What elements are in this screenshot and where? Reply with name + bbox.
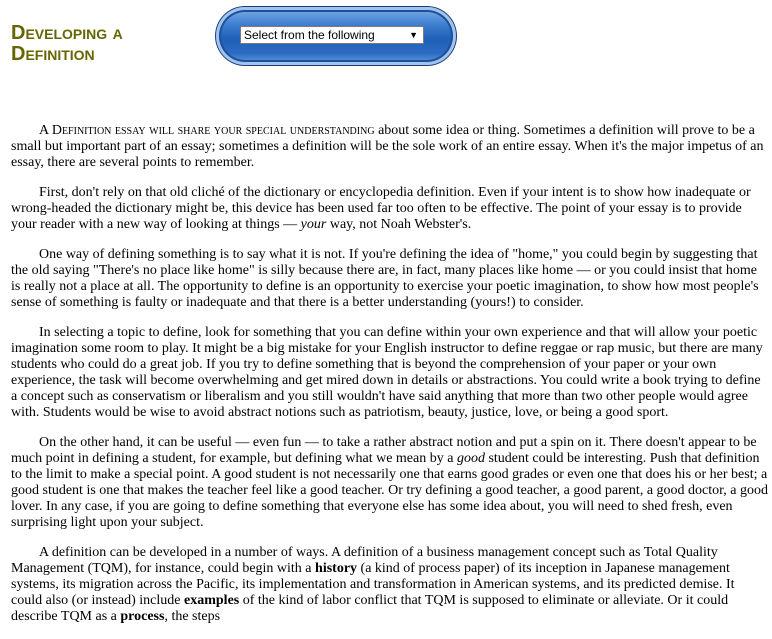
emphasis-text: good [456, 451, 485, 466]
paragraph-text: of the kind of labor conflict that TQM is supposed to eliminate or alleviate. Or it could describe TQM as a [11, 593, 729, 624]
paragraph-text: First, don't rely on that old cliché of the dictionary or encyclopedia definition. Even if your intent is to show how inadequate or wrong-headed the dictionary might be, this device has been used far too often to be effective. The point of your essay is to provide your reader with a new way of looking at things — [11, 185, 751, 232]
page-title-line-1: Developing a [11, 22, 123, 44]
dropdown-arrow-icon: ▼ [409, 30, 418, 40]
paragraph-text: A definition can be developed in a number of ways. A definition of a business management concept such as Total Quality Management (TQM), for instance, could begin with a [11, 545, 718, 576]
bold-term: examples [184, 593, 240, 608]
article-body [11, 123, 768, 639]
paragraph-what-it-is-not: One way of defining something is to say what it is not. If you're defining the idea of "home," you could begin by suggesting that the old saying "There's no place like home" is silly because there are, in fact, many places like home — or you could insist that home is really not a place at all. The opportunity to define is an opportunity to exercise your poetic imagination, to show how most people's sense of something is faulty or inadequate and that there is a better understanding (yours!) to consider. [11, 247, 759, 310]
paragraph-text: (a kind of process paper) of its inception in Japanese management systems, its migration across the Pacific, its implementation and transformation in American systems, and its predicted demise. It could also (or instead) include [11, 561, 735, 608]
intro-lead-in: A Definition essay will share your special understanding [39, 123, 375, 138]
bold-term: history [315, 561, 358, 576]
section-select-dropdown[interactable] [240, 26, 424, 44]
paragraph-text: , the steps [164, 609, 221, 624]
paragraph-intro [11, 123, 768, 171]
paragraph-other-hand [11, 435, 768, 531]
navigation-pill [216, 7, 456, 65]
paragraph-selecting-topic: In selecting a topic to define, look for something that you can define within your own experience and that will allow your poetic imagination some room to play. It might be a big mistake for your English instructor to define reggae or rap music, but there are many students who could do a great job. If you try to define something that is beyond the comprehension of your paper or your own experience, the task will become overwhelming and get mired down in details or abstractions. You could write a book trying to define a concept such as conservatism or liberalism and you still wouldn't have said anything that more than two other people would agree with. Students would be wise to avoid abstract notions such as patriotism, beauty, justice, love, or being a good sport. [11, 325, 763, 420]
paragraph-development [11, 545, 768, 625]
paragraph-text: way, not Noah Webster's. [326, 217, 472, 232]
paragraph-text: On the other hand, it can be useful — even fun — to take a rather abstract notion and put a spin on it. There doesn't appear to be much point in defining a student, for example, but defining what we mean by a [11, 435, 757, 466]
bold-term: process [120, 609, 165, 624]
section-select-value: Select from the following [244, 28, 375, 42]
intro-text: about some idea or thing. Sometimes a definition will prove to be a small but important part of an essay; sometimes a definition will be the sole work of an entire essay. When it's the major impetus of an essay, there are several points to remember. [11, 123, 764, 170]
emphasis-text: your [300, 217, 327, 232]
page-title-line-2: Definition [11, 43, 95, 65]
paragraph-text: student could be interesting. Push that definition to the limit to make a special point. A good student is not necessarily one that earns good grades or even one that does his or her best; a good student is one that makes the teacher feel like a good teacher. Or try defining a good teacher, a good parent, a good doctor, a good lover. In any case, if you are going to define something that everyone else has some idea about, you will need to shed fresh, even surprising light upon your subject. [11, 451, 768, 530]
paragraph-cliche [11, 185, 768, 233]
page-title [11, 23, 123, 65]
